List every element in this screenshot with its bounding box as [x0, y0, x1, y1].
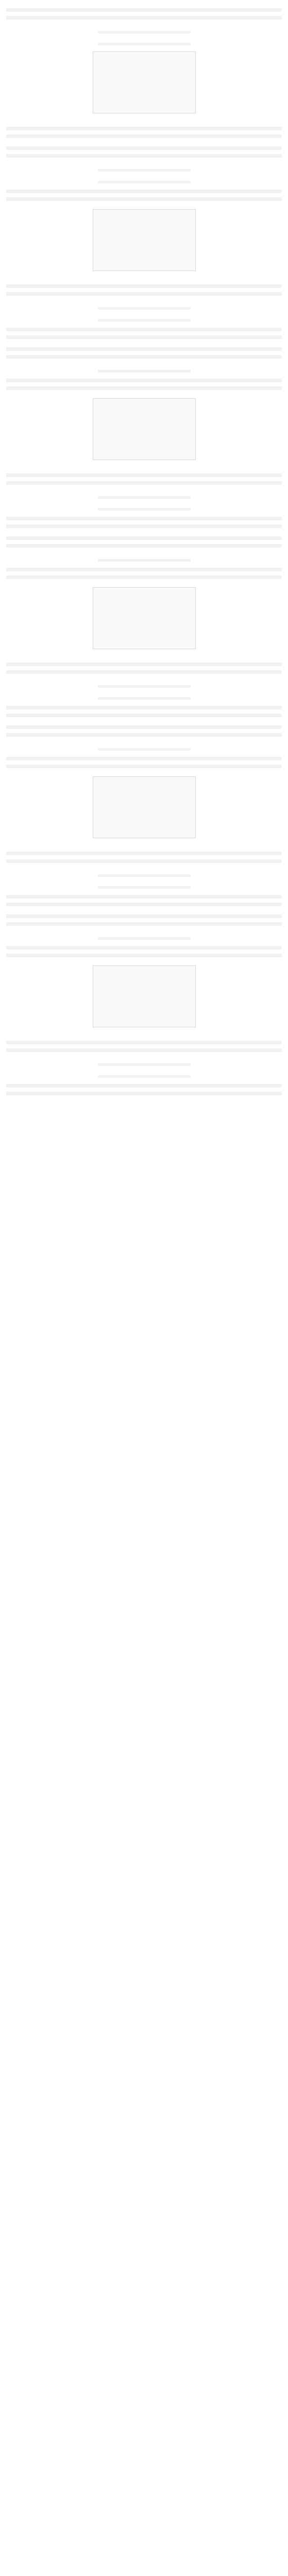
figure-drawing	[93, 209, 196, 271]
figure	[6, 52, 282, 121]
equation	[6, 745, 282, 753]
paragraph	[6, 852, 282, 867]
equation	[6, 28, 282, 36]
equation	[6, 871, 282, 879]
figure-placeholder	[93, 588, 195, 649]
paragraph	[6, 663, 282, 678]
equation	[6, 1060, 282, 1068]
equation	[6, 883, 282, 891]
paragraph	[6, 946, 282, 961]
figure-placeholder	[93, 52, 195, 113]
figure-drawing	[93, 398, 196, 460]
equation	[6, 493, 282, 501]
figure-drawing	[93, 776, 196, 838]
equation	[6, 166, 282, 174]
figure-caption	[6, 1027, 282, 1035]
figure-caption	[6, 460, 282, 467]
figure-placeholder	[93, 210, 195, 271]
equation	[6, 934, 282, 942]
paragraph	[6, 895, 282, 910]
figure-drawing	[93, 52, 196, 113]
figure	[6, 965, 282, 1035]
paragraph	[6, 473, 282, 489]
equation	[6, 682, 282, 690]
figure	[6, 587, 282, 656]
equation	[6, 694, 282, 702]
equation	[6, 1072, 282, 1080]
equation	[6, 505, 282, 513]
figure-caption	[6, 113, 282, 121]
equation	[6, 40, 282, 47]
figure-drawing	[93, 587, 196, 649]
paragraph	[6, 706, 282, 721]
paragraph	[6, 517, 282, 532]
figure-placeholder	[93, 966, 195, 1027]
equation	[6, 316, 282, 324]
equation	[6, 556, 282, 564]
figure-caption	[6, 838, 282, 845]
paragraph	[6, 8, 282, 24]
paragraph	[6, 146, 282, 162]
paragraph	[6, 568, 282, 583]
paragraph	[6, 379, 282, 394]
paragraph	[6, 914, 282, 930]
paragraph	[6, 284, 282, 300]
paragraph	[6, 536, 282, 552]
figure-caption	[6, 649, 282, 656]
equation	[6, 367, 282, 375]
paragraph	[6, 328, 282, 343]
paragraph	[6, 725, 282, 741]
equation	[6, 304, 282, 312]
paragraph	[6, 1041, 282, 1056]
paragraph	[6, 127, 282, 142]
paragraph	[6, 757, 282, 772]
equation	[6, 178, 282, 185]
figure-placeholder	[93, 777, 195, 838]
figure	[6, 209, 282, 278]
figure-caption	[6, 271, 282, 278]
figure	[6, 776, 282, 845]
figure-drawing	[93, 965, 196, 1027]
paragraph	[6, 347, 282, 363]
figure-placeholder	[93, 399, 195, 460]
paragraph	[6, 190, 282, 205]
paragraph	[6, 1084, 282, 1099]
figure	[6, 398, 282, 467]
document-body	[6, 8, 282, 1099]
